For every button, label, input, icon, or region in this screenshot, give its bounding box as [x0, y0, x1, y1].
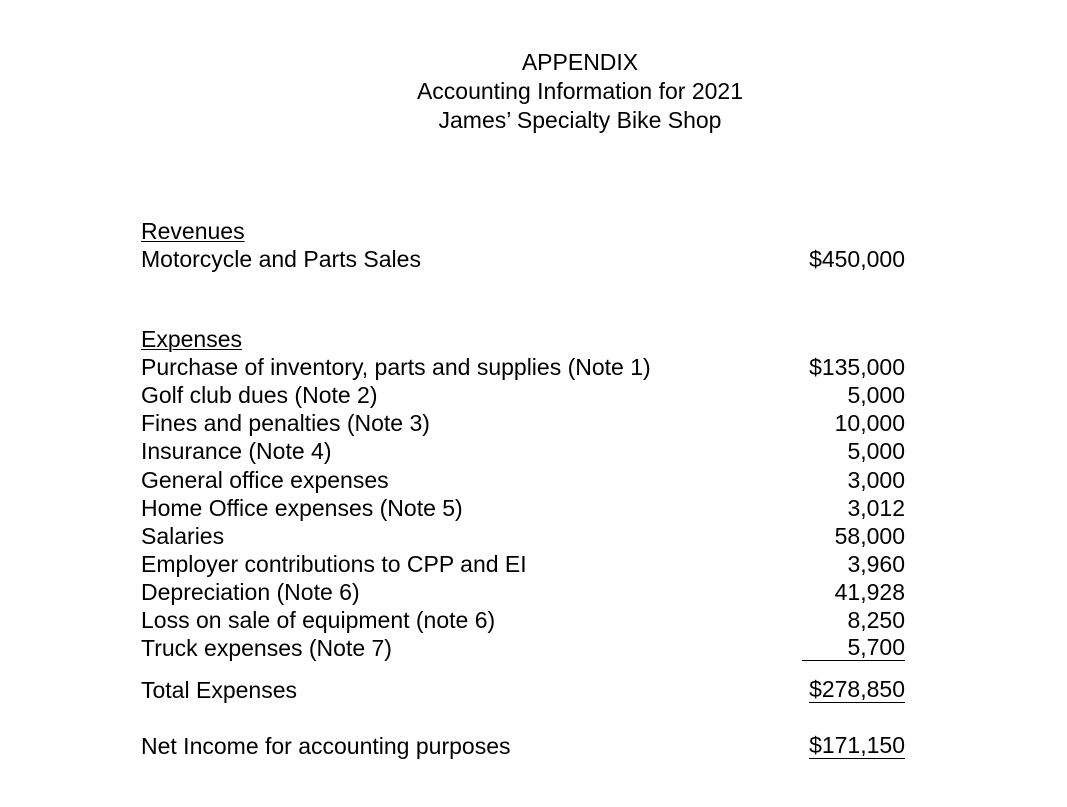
net-income-label: Net Income for accounting purposes — [141, 733, 511, 759]
expense-amount: 5,000 — [847, 438, 905, 464]
expense-row — [141, 494, 905, 522]
document-header — [300, 48, 860, 135]
expense-amount: 10,000 — [834, 410, 905, 436]
expense-row — [141, 437, 905, 465]
revenues-heading: Revenues — [141, 218, 245, 244]
expense-label: Home Office expenses (Note 5) — [141, 495, 463, 521]
expense-label: General office expenses — [141, 467, 389, 493]
expense-label: Depreciation (Note 6) — [141, 579, 360, 605]
revenue-label: Motorcycle and Parts Sales — [141, 246, 421, 272]
expense-row — [141, 606, 905, 634]
total-expenses-row — [141, 676, 905, 704]
expense-label: Salaries — [141, 523, 225, 549]
net-income-row — [141, 732, 905, 760]
total-expenses-label: Total Expenses — [141, 677, 297, 703]
expenses-heading-row — [141, 325, 905, 353]
report-subtitle: Accounting Information for 2021 — [416, 78, 744, 104]
expense-amount: 8,250 — [847, 607, 905, 633]
expense-row — [141, 466, 905, 494]
expense-label: Purchase of inventory, parts and supplies (Note 1) — [141, 354, 651, 380]
expenses-heading: Expenses — [141, 326, 243, 352]
expense-amount: 3,960 — [847, 551, 905, 577]
revenues-heading-row — [141, 217, 905, 245]
expense-row — [141, 550, 905, 578]
expense-amount: 41,928 — [834, 579, 905, 605]
expense-label: Truck expenses (Note 7) — [141, 635, 392, 661]
expense-label: Employer contributions to CPP and EI — [141, 551, 527, 577]
expense-amount: 3,012 — [847, 495, 905, 521]
expense-label: Loss on sale of equipment (note 6) — [141, 607, 496, 633]
expense-label: Golf club dues (Note 2) — [141, 382, 378, 408]
net-income-amount: $171,150 — [809, 732, 905, 758]
expense-amount: 3,000 — [847, 467, 905, 493]
expense-amount: $135,000 — [809, 354, 905, 380]
last-expense-amount-with-rule: 5,700 — [802, 634, 905, 661]
expense-row — [141, 522, 905, 550]
expense-row — [141, 634, 905, 662]
expense-row — [141, 578, 905, 606]
company-name: James’ Specialty Bike Shop — [438, 107, 722, 133]
appendix-title: APPENDIX — [521, 49, 639, 75]
expense-row — [141, 381, 905, 409]
expense-row — [141, 409, 905, 437]
revenue-row — [141, 245, 905, 273]
expense-row — [141, 353, 905, 381]
total-expenses-amount: $278,850 — [809, 676, 905, 702]
expense-label: Insurance (Note 4) — [141, 438, 332, 464]
revenue-amount: $450,000 — [809, 246, 905, 272]
expense-amount: 5,000 — [847, 382, 905, 408]
expense-label: Fines and penalties (Note 3) — [141, 410, 430, 436]
expense-amount: 58,000 — [834, 523, 905, 549]
